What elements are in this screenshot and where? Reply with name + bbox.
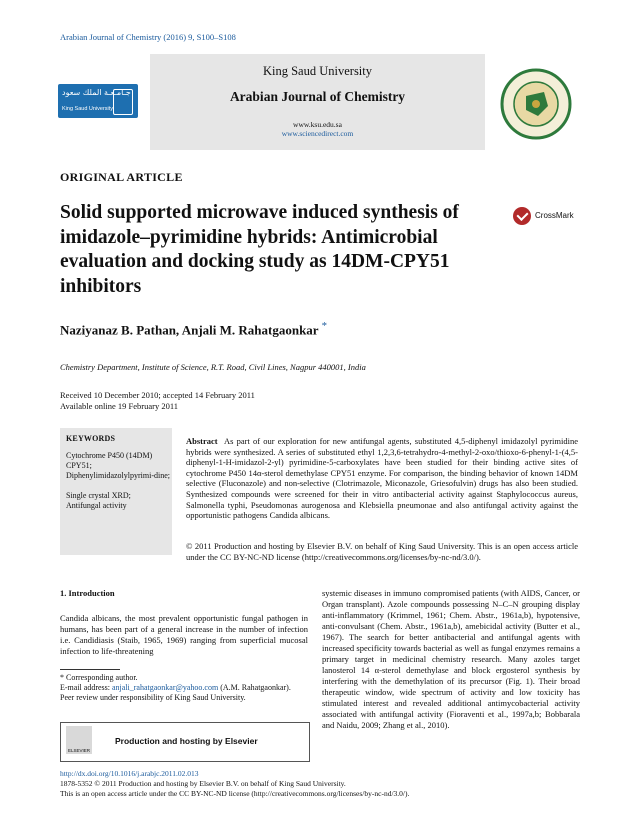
email-note bbox=[60, 683, 308, 693]
keyword-item: Single crystal XRD; bbox=[66, 491, 131, 500]
introduction-heading: 1. Introduction bbox=[60, 588, 115, 598]
article-title: Solid supported microwave induced synthesis of imidazole–pyrimidine hybrids: Antimicrobial evaluation and docking study as 14DM-CPY51 inhibitors bbox=[60, 202, 459, 297]
hosting-text: Production and hosting by Elsevier bbox=[115, 736, 258, 746]
article-dates bbox=[60, 390, 255, 412]
authors-names: Naziyanaz B. Pathan, Anjali M. Rahatgaonkar bbox=[60, 322, 319, 338]
keyword-item: Antifungal activity bbox=[66, 501, 127, 510]
corresponding-author-note: * Corresponding author. bbox=[60, 673, 138, 682]
ksu-logo-english-text: King Saud University bbox=[62, 106, 114, 112]
email-link[interactable]: anjali_rahatgaonkar@yahoo.com bbox=[111, 683, 219, 692]
introduction-right-column: systemic diseases in immuno compromised patients (with AIDS, Cancer, or Organ transplant). Azole compounds possessing N–C–N grouping display anti-inflammatory (Krimmel, 1961; Chem. Abstr., 1961a,b), hypotensive, anti-convulsant (Chem. Abstr., 1961a,b), amebicidal activity (Butter et al., 1967). The search for better antibacterial and antifungal agents with increased specificity towards bacterial as well as fungal enzymes remains a primary target in medicinal chemistry research. Many azoles target lanosterol 14 α-sterol demethylase and block ergosterol synthesis by interfering with the demethylation of its precursor (Fig. 1). Their broad therapeutic window, wide spectrum of activity and low toxicity has stimulated interest and revealed additional antimycobacterial activity associated with antifungal activity (Fioraventi et al., 1997a,b; Bobbarala and Naidu, 2009; Zhang et al., 2010). bbox=[322, 588, 580, 730]
ksu-url-link[interactable]: www.ksu.edu.sa bbox=[293, 120, 342, 129]
abstract-copyright: © 2011 Production and hosting by Elsevier B.V. on behalf of King Saud University. This is an open access article under the CC BY-NC-ND license (http://creativecommons.org/licenses/by-nc-nd/3.0/). bbox=[186, 541, 578, 562]
elsevier-logo-label: ELSEVIER bbox=[68, 748, 91, 753]
affiliation: Chemistry Department, Institute of Science, R.T. Road, Civil Lines, Nagpur 440001, India bbox=[60, 362, 366, 372]
journal-reference[interactable]: Arabian Journal of Chemistry (2016) 9, S100–S108 bbox=[60, 32, 236, 42]
university-name: King Saud University bbox=[262, 64, 373, 78]
online-date: Available online 19 February 2011 bbox=[60, 401, 179, 411]
ksu-crest-icon bbox=[113, 89, 133, 115]
email-suffix: (A.M. Rahatgaonkar). bbox=[218, 683, 291, 692]
keyword-item: Cytochrome P450 (14DM) CPY51; bbox=[66, 451, 153, 470]
doi-link[interactable]: http://dx.doi.org/10.1016/j.arabjc.2011.02.013 bbox=[60, 769, 199, 778]
ksu-logo bbox=[58, 84, 138, 118]
abstract-text: As part of our exploration for new antifungal agents, substituted 4,5-diphenyl imidazolyl pyrimidine hybrids were synthesized. A series of substituted ethyl 1,2,3,6-tetrahydro-4-methyl-2-oxo/thioxo-6-phenyl-1-(4,5-diphenyl-1-H-imidazol-2-yl) pyrimidine-5-carboxylates have been studied for their binding active sites of cytochrome P450 14α-sterol demethylase CPY51 enzyme. For comparison, the binding behavior of known 14DM selective (Fluconazole) and non-selective (Clotrimazole, Miconazole, Griesofulvin) drugs has also been studied. Synthesized compounds were screened for their in vitro antibacterial activity against Staphylococcus aureus, Salmonella typhi, Pseudomonas aurogenosa and Klebsiella pneumonae and also antifungal activity against the opportunistic pathogens Candida albicans. bbox=[186, 436, 578, 521]
crossmark-icon bbox=[513, 207, 531, 225]
issn-copyright: 1878-5352 © 2011 Production and hosting by Elsevier B.V. on behalf of King Saud University. bbox=[60, 779, 346, 788]
email-label: E-mail address: bbox=[60, 683, 112, 692]
footnotes bbox=[60, 673, 308, 703]
abstract bbox=[186, 436, 578, 521]
keywords-heading: KEYWORDS bbox=[66, 434, 116, 443]
crossmark-label: CrossMark bbox=[535, 211, 574, 220]
chemical-society-seal-icon bbox=[500, 68, 572, 140]
peer-review-note: Peer review under responsibility of King Saud University. bbox=[60, 693, 246, 702]
elsevier-tree-icon bbox=[66, 726, 92, 754]
introduction-left-column: Candida albicans, the most prevalent opportunistic fungal pathogen in humans, has been part of a general increase in the number of infection i.e. Candidiasis (Staib, 1965, 1969) ranging from superficial mucosal infection to life-threatening bbox=[60, 613, 308, 656]
journal-name: Arabian Journal of Chemistry bbox=[229, 89, 406, 104]
footnote-rule bbox=[60, 669, 120, 670]
abstract-label: Abstract bbox=[186, 436, 218, 446]
article-type: ORIGINAL ARTICLE bbox=[60, 170, 183, 184]
keyword-item: Diphenylimidazolylpyrimi-dine; bbox=[66, 471, 170, 480]
sciencedirect-url-link[interactable]: www.sciencedirect.com bbox=[281, 129, 354, 138]
author-list bbox=[60, 320, 327, 338]
received-date: Received 10 December 2010; accepted 14 February 2011 bbox=[60, 390, 255, 400]
corresponding-author-mark[interactable]: * bbox=[321, 320, 328, 332]
open-access-license[interactable]: This is an open access article under the CC BY-NC-ND license (http://creativecommons.org/licenses/by-nc-nd/3.0/). bbox=[60, 789, 410, 798]
ksu-logo-arabic-text: جـامـعـة الملك سعود bbox=[62, 88, 131, 97]
